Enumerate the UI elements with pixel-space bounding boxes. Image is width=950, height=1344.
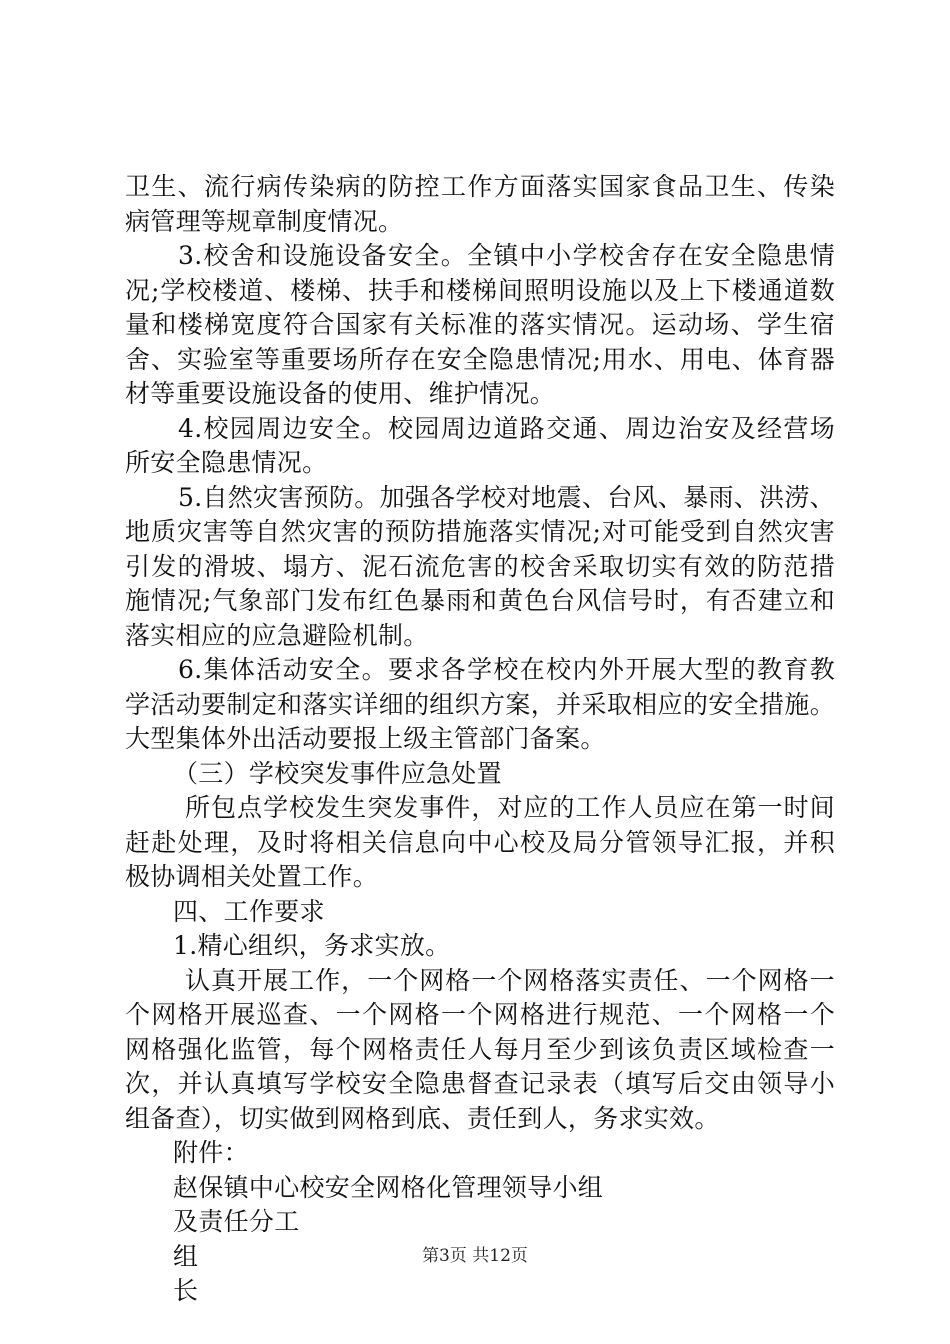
paragraph-line: 4.校园周边安全。校园周边道路交通、周边治安及经营场 <box>178 413 835 443</box>
paragraph-line: 况;学校楼道、楼梯、扶手和楼梯间照明设施以及上下楼通道数 <box>125 275 835 305</box>
paragraph-line: 所包点学校发生突发事件，对应的工作人员应在第一时间 <box>185 793 835 822</box>
paragraph-line: 极协调相关处置工作。 <box>125 862 379 891</box>
attachment-title: 及责任分工 <box>173 1207 300 1236</box>
paragraph-line: 大型集体外出活动要报上级主管部门备案。 <box>125 724 606 753</box>
paragraph-line: 5.自然灾害预防。加强各学校对地震、台风、暴雨、洪涝、 <box>178 482 835 512</box>
paragraph-line: 赶赴处理，及时将相关信息向中心校及局分管领导汇报，并积 <box>125 827 835 857</box>
paragraph-line: 认真开展工作，一个网格一个网格落实责任、一个网格一 <box>185 965 835 995</box>
paragraph-line: 6.集体活动安全。要求各学校在校内外开展大型的教育教 <box>178 655 835 684</box>
paragraph-line: 卫生、流行病传染病的防控工作方面落实国家食品卫生、传染 <box>125 172 835 201</box>
attachment-line: 组 <box>173 1241 199 1271</box>
paragraph-line: 地质灾害等自然灾害的预防措施落实情况;对可能受到自然灾害 <box>125 517 835 546</box>
paragraph-line: 落实相应的应急避险机制。 <box>125 620 429 650</box>
subsection-heading: 1.精心组织，务求实放。 <box>173 931 451 960</box>
paragraph-line: 量和楼梯宽度符合国家有关标准的落实情况。运动场、学生宿 <box>125 310 835 339</box>
paragraph-line: 舍、实验室等重要场所存在安全隐患情况;用水、用电、体育器 <box>125 344 835 374</box>
section-heading: （三）学校突发事件应急处置 <box>173 758 502 788</box>
paragraph-line: 学活动要制定和落实详细的组织方案，并采取相应的安全措施。 <box>125 689 835 719</box>
paragraph-line: 3.校舍和设施设备安全。全镇中小学校舍存在安全隐患情 <box>178 241 835 270</box>
page-footer <box>0 1241 950 1266</box>
paragraph-line: 个网格开展巡查、一个网格一个网格进行规范、一个网格一个 <box>125 1000 835 1029</box>
paragraph-line: 施情况;气象部门发布红色暴雨和黄色台风信号时，有否建立和 <box>125 586 835 615</box>
paragraph-line: 网格强化监管，每个网格责任人每月至少到该负责区域检查一 <box>125 1034 835 1064</box>
attachment-title: 赵保镇中心校安全网格化管理领导小组 <box>173 1172 604 1202</box>
paragraph-line: 材等重要设施设备的使用、维护情况。 <box>125 379 556 408</box>
section-heading: 四、工作要求 <box>173 896 325 926</box>
attachment-line: 长 <box>173 1276 199 1305</box>
document-body <box>125 170 835 1309</box>
paragraph-line: 次，并认真填写学校安全隐患督查记录表（填写后交由领导小 <box>125 1069 835 1098</box>
paragraph-line: 引发的滑坡、塌方、泥石流危害的校舍采取切实有效的防范措 <box>125 551 835 581</box>
paragraph-line: 所安全隐患情况。 <box>125 448 328 477</box>
paragraph-line: 组备查），切实做到网格到底、责任到人，务求实效。 <box>125 1103 720 1133</box>
page-number: 第3页 共12页 <box>422 1246 528 1266</box>
paragraph-line: 病管理等规章制度情况。 <box>125 206 404 236</box>
attachment-label: 附件： <box>173 1138 249 1167</box>
